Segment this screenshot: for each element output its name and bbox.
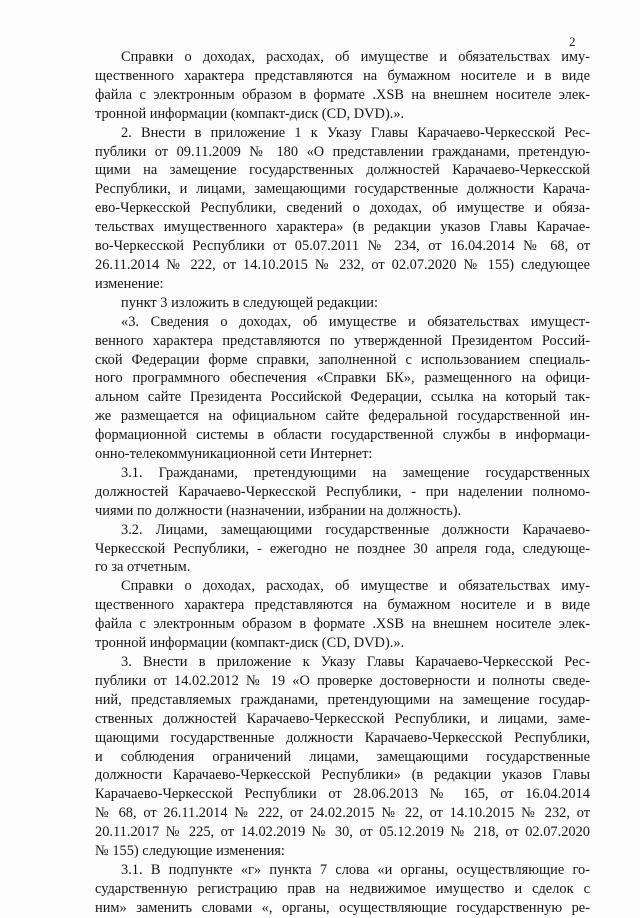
text-line: 20.11.2017 № 225, от 14.02.2019 № 30, от 05.12.2019 № 218, от 02.07.2020 [95, 824, 590, 841]
text-line: тронной информации (компакт-диск (CD, DVD).». [95, 635, 405, 652]
text-line: файла с электронным образом в формате .XSB на внешнем носителе элек- [95, 616, 590, 633]
text-line: Черкесской Республики, - ежегодно не позднее 30 апреля года, следующе- [95, 540, 590, 557]
text-line: щественного характера представляются на бумажном носителе и в виде [95, 597, 590, 614]
text-line: щими на замещение государственных должностей Карачаево-Черкесской [95, 162, 590, 179]
paragraph-item-3 [95, 653, 590, 861]
text-line: щающими государственные должности Карачаево-Черкесской Республики, [95, 729, 590, 746]
paragraph-item-3-1 [95, 861, 590, 918]
document-body [95, 48, 590, 918]
text-line: щественного характера представляются на бумажном носителе и в виде [95, 67, 590, 84]
text-line: Справки о доходах, расходах, об имуществе и обязательствах иму- [121, 578, 590, 595]
text-line: альном сайте Президента Российской Федерации, ссылка на который так- [95, 389, 590, 406]
text-line: Республики, и лицами, замещающими государственные должности Карача- [95, 181, 590, 198]
text-line: 26.11.2014 № 222, от 14.10.2015 № 232, от 02.07.2020 № 155) следующее [95, 256, 590, 273]
text-line: 3.1. Гражданами, претендующими на замещение государственных [121, 464, 590, 481]
text-line: ево-Черкесской Республики, сведений о доходах, об имуществе и обяза- [95, 200, 590, 217]
text-line: пункт 3 изложить в следующей редакции: [121, 294, 378, 311]
text-line: должности Карачаево-Черкесской Республики» (в редакции указов Главы [95, 767, 590, 784]
paragraph-reports-paper-media [95, 48, 590, 124]
text-line: 3.2. Лицами, замещающими государственные должности Карачаево- [121, 521, 590, 538]
text-line: ственных должностей Карачаево-Черкесской Республики, и лицами, заме- [95, 710, 590, 727]
paragraph-clause-3-1 [95, 464, 590, 521]
page-number: 2 [569, 34, 576, 49]
text-line: ний, представляемых гражданами, претендующими на замещение государ- [95, 691, 590, 708]
text-line: 2. Внести в приложение 1 к Указу Главы Карачаево-Черкесской Рес- [121, 124, 590, 141]
text-line: ской Федерации форме справки, заполненной с использованием специаль- [95, 351, 590, 368]
text-line: сударственную регистрацию прав на недвижимое имущество и сделок с [95, 880, 590, 897]
text-line: 3. Внести в приложение к Указу Главы Карачаево-Черкесской Рес- [121, 654, 590, 670]
text-line: чиями по должности (назначении, избрании на должность). [95, 502, 462, 519]
text-line: тронной информации (компакт-диск (CD, DVD).». [95, 105, 405, 122]
text-line: № 68, от 26.11.2014 № 222, от 24.02.2015 № 22, от 14.10.2015 № 232, от [95, 805, 590, 822]
text-line: 3.1. В подпункте «г» пункта 7 слова «и органы, осуществляющие го- [121, 861, 590, 878]
text-line: «3. Сведения о доходах, об имуществе и обязательствах имущест- [121, 313, 590, 330]
text-line: го за отчетным. [95, 559, 191, 576]
text-line: Справки о доходах, расходах, об имуществе и обязательствах иму- [121, 49, 590, 65]
text-line: Карачаево-Черкесской Республики от 28.06.2013 № 165, от 16.04.2014 [95, 786, 590, 803]
paragraph-clause-3-2 [95, 521, 590, 578]
text-line: тельствах имущественного характера» (в редакции указов Главы Карачае- [95, 219, 590, 236]
text-line: файла с электронным образом в формате .XSB на внешнем носителе элек- [95, 86, 590, 103]
text-line: публики от 09.11.2009 № 180 «О представлении гражданами, претендую- [95, 143, 590, 160]
text-line: во-Черкесской Республики от 05.07.2011 № 234, от 16.04.2014 № 68, от [95, 238, 590, 255]
text-line: же размещается на официальном сайте федеральной государственной ин- [95, 408, 590, 425]
text-line: ного программного обеспечения «Справки БК», размещенного на офици- [95, 370, 590, 387]
paragraph-reports-paper-media-repeat [95, 577, 590, 653]
text-line: публики от 14.02.2012 № 19 «О проверке достоверности и полноты сведе- [95, 672, 590, 689]
text-line: № 155) следующие изменения: [95, 843, 285, 860]
paragraph-item-3-intro [95, 294, 590, 313]
text-line: ним» заменить словами «, органы, осуществляющие государственную ре- [95, 899, 590, 916]
text-line: венного характера представляются по утвержденной Президентом Россий- [95, 332, 590, 349]
text-line: должностей Карачаево-Черкесской Республики, - при наделении полномо- [95, 483, 590, 500]
text-line: формационной системы в области государственной службы в информаци- [95, 427, 590, 444]
text-line: изменение: [95, 275, 164, 292]
text-line: онно-телекоммуникационной сети Интернет: [95, 446, 373, 463]
paragraph-clause-3 [95, 313, 590, 464]
text-line: и соблюдения ограничений лицами, замещающими государственные [95, 748, 590, 765]
paragraph-item-2 [95, 124, 590, 294]
